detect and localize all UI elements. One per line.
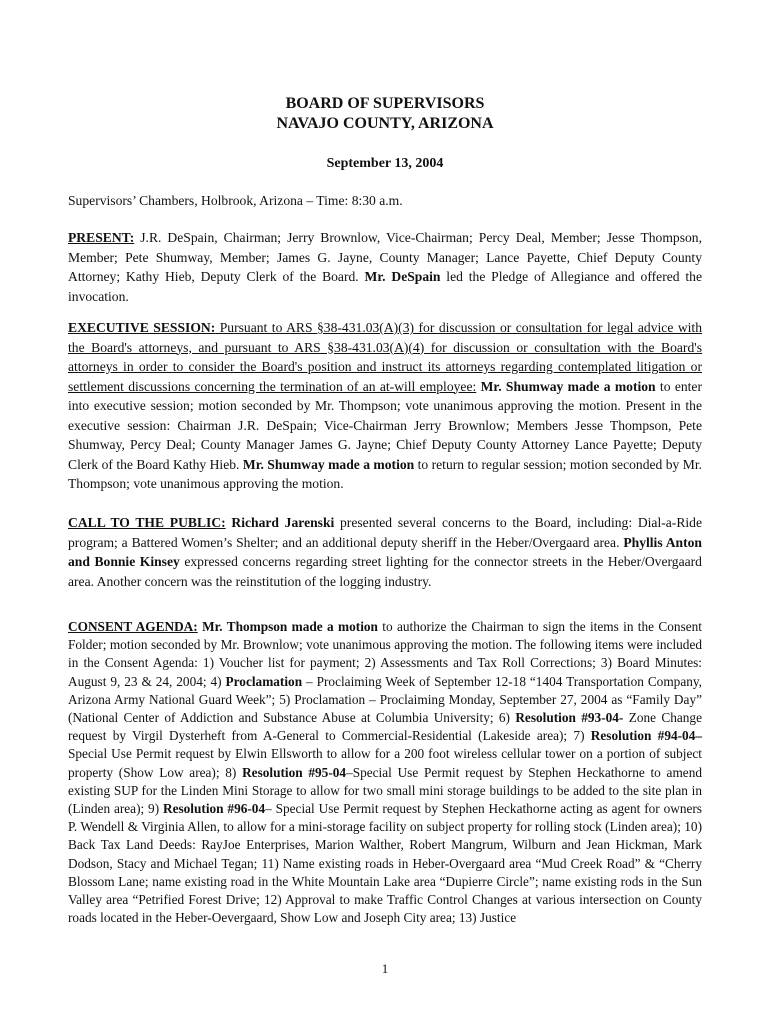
present-bold: Mr. DeSpain	[364, 269, 441, 284]
consent-proclamation: Proclamation	[225, 673, 303, 689]
executive-session-paragraph	[68, 318, 702, 494]
call-to-public-paragraph	[68, 513, 702, 591]
executive-motion-2: Mr. Shumway made a motion	[242, 456, 415, 472]
consent-motion: Mr. Thompson made a motion	[197, 619, 378, 634]
executive-label: EXECUTIVE SESSION:	[68, 320, 216, 335]
consent-resolution-95: Resolution #95-04	[242, 764, 347, 780]
location-line: Supervisors’ Chambers, Holbrook, Arizona – Time: 8:30 a.m.	[68, 193, 403, 208]
present-paragraph	[68, 228, 702, 306]
page-number: 1	[381, 961, 389, 976]
call-speaker-1: Richard Jarenski	[225, 515, 335, 530]
consent-resolution-94: Resolution #94-04–	[590, 728, 702, 744]
consent-text-1: to authorize the Chairman to sign the items in the Consent Folder; motion seconded by Mr. Brownlow; vote unanimous approving the motion. The following items were included in the Consent Agenda: 1) Voucher list for payment; 2) Assessments and Tax Roll Corrections; 3) Board Minutes: August 9, 23 & 24, 2004; 4)	[68, 619, 702, 689]
call-text-1: presented several concerns to the Board, including: Dial-a-Ride program; a Battered Women’s Shelter; and an additional deputy sheriff in the Heber/Overgaard area.	[68, 515, 702, 550]
board-title: BOARD OF SUPERVISORS	[285, 95, 485, 112]
executive-motion-1: Mr. Shumway made a motion	[476, 378, 656, 394]
present-text-end: led the Pledge of Allegiance and offered the invocation.	[68, 269, 702, 304]
meeting-date: September 13, 2004	[326, 156, 444, 171]
consent-text-5: –Special Use Permit request by Stephen Heckathorne to amend existing SUP for the Linden Mini Storage to allow for two small mini storage buildings to be added to the site plan in (Linden area); 9)	[68, 764, 702, 817]
call-speaker-2: Phyllis Anton and Bonnie Kinsey	[68, 534, 702, 569]
consent-text-4: Special Use Permit request by Elwin Ellsworth to allow for a 200 foot wireless cellular tower on a portion of subject property (Show Low area); 8)	[68, 746, 702, 780]
consent-text-6: – Special Use Permit request by Stephen Heckathorne acting as agent for owners P. Wendell & Virginia Allen, to allow for a mini-storage facility on subject property for rolling stock (Linden area); 10) Back Tax Land Deeds: RayJoe Enterprises, Marion Walther, Robert Mangrum, Wilburn and Jean Hickman, Mark Dodson, Stacy and Michael Tegan; 11) Name existing roads in Heber-Overgaard area “Mud Creek Road” & “Cherry Blossom Lane; name existing road in the White Mountain Lake area “Dupierre Circle”; name existing rods in the Sun Valley area “Petrified Forest Drive; 12) Approval to make Traffic Control Changes at various intersection on County roads located in the Heber-Oevergaard, Show Low and Joseph City area; 13) Justice	[68, 801, 702, 926]
executive-text-2: to return to regular session; motion seconded by Mr. Thompson; vote unanimous approving the motion.	[68, 456, 702, 491]
call-label: CALL TO THE PUBLIC:	[68, 515, 226, 530]
consent-text-2: – Proclaiming Week of September 12-18 “1404 Transportation Company, Arizona Army National Guard Week”; 5) Proclamation – Proclaiming Monday, September 27, 2004 as “Family Day” (National Center of Addiction and Substance Abuse at Columbia University; 6)	[68, 673, 702, 726]
county-title: NAVAJO COUNTY, ARIZONA	[276, 115, 494, 132]
executive-text-1: to enter into executive session; motion seconded by Mr. Thompson; vote unanimous approving the motion. Present in the executive session: Chairman J.R. DeSpain; Vice-Chairman Jerry Brownlow; Members Jesse Thompson, Pete Shumway, Percy Deal; County Manager James G. Jayne; Chief Deputy County Attorney Lance Payette; Deputy Clerk of the Board Kathy Hieb.	[68, 378, 702, 472]
present-text: J.R. DeSpain, Chairman; Jerry Brownlow, Vice-Chairman; Percy Deal, Member; Jesse Thompson, Member; Pete Shumway, Member; James G. Jayne, County Manager; Lance Payette, Chief Deputy County Attorney; Kathy Hieb, Deputy Clerk of the Board.	[68, 230, 702, 284]
consent-resolution-96: Resolution #96-04	[162, 801, 266, 817]
call-text-2: expressed concerns regarding street lighting for the connector streets in the Heber/Overgaard area. Another concern was the reinstitution of the logging industry.	[68, 554, 702, 589]
document-header	[0, 94, 770, 134]
present-label: PRESENT:	[68, 230, 135, 245]
consent-agenda-paragraph	[68, 618, 702, 927]
consent-label: CONSENT AGENDA:	[68, 619, 198, 634]
executive-underlined-text: Pursuant to ARS §38-431.03(A)(3) for discussion or consultation for legal advice with the Board's attorneys, and pursuant to ARS §38-431.03(A)(4) for discussion or consultation with the Board's attorneys in order to consider the Board's position and instruct its attorneys regarding contemplated litigation or settlement discussions concerning the termination of an at-will employee:	[68, 320, 702, 394]
consent-resolution-93: Resolution #93-04-	[515, 710, 624, 726]
consent-text-3: Zone Change request by Virgil Dysterheft from A-General to Commercial-Residential (Lakeside area); 7)	[68, 710, 702, 744]
